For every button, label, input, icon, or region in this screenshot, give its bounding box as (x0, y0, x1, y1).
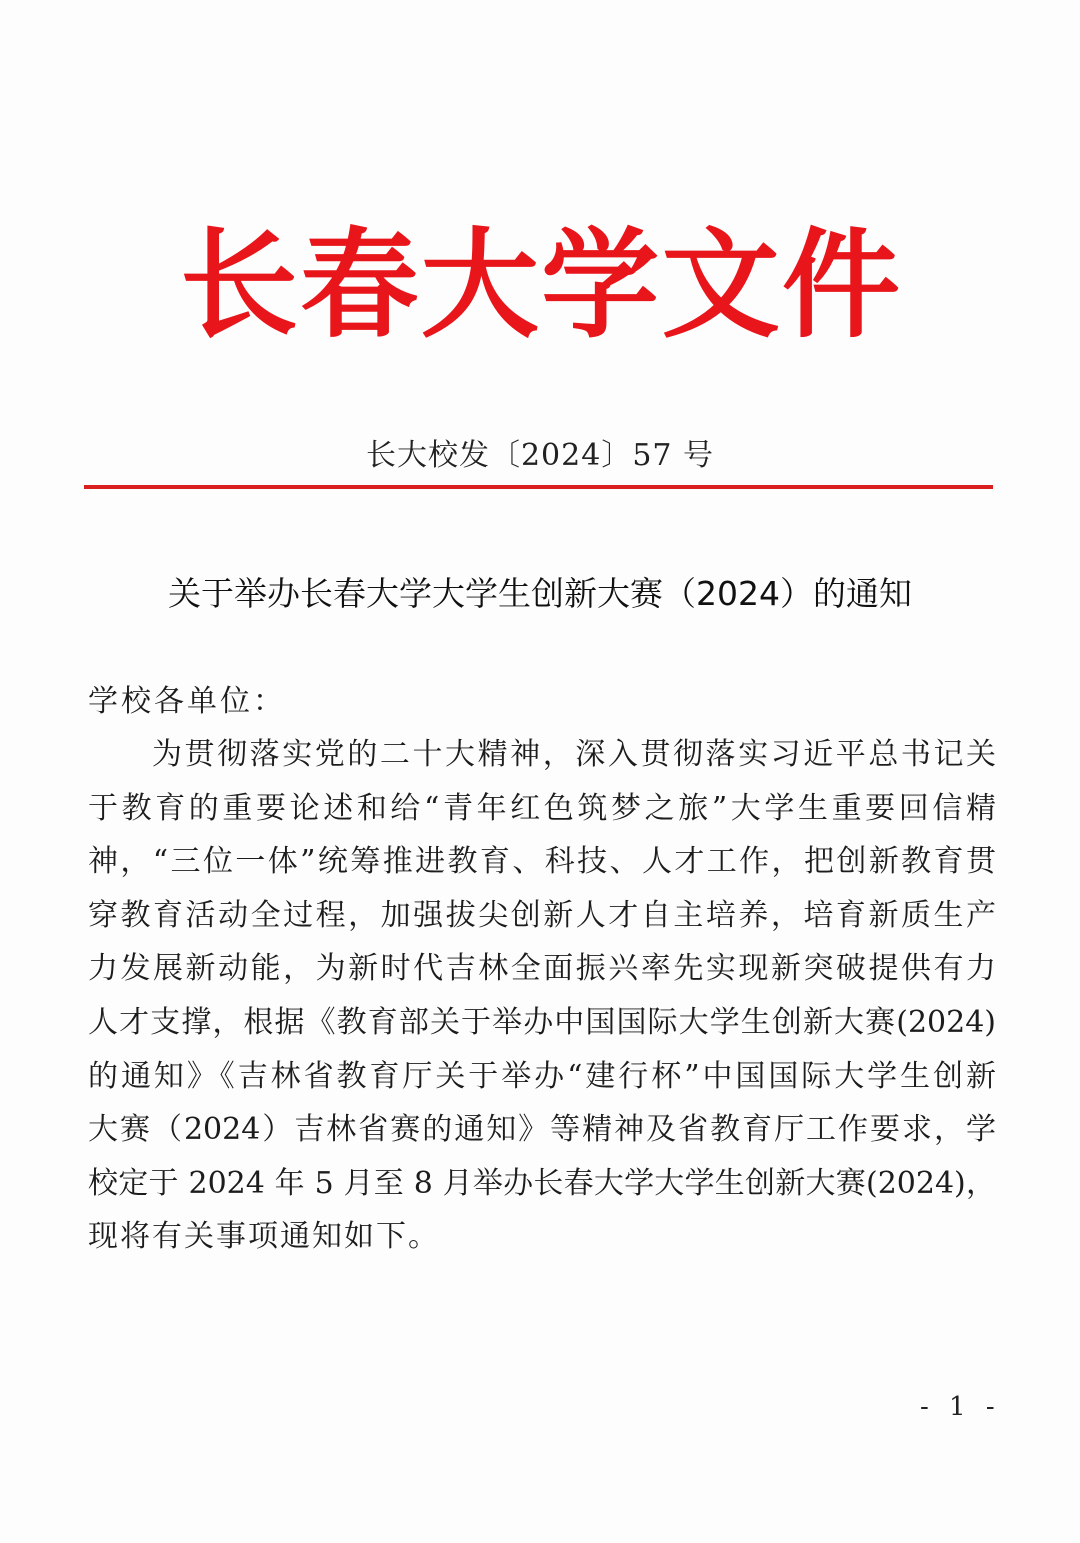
masthead-char: 春 (300, 215, 419, 354)
masthead-char: 大 (420, 215, 539, 354)
body-line: 神，“三位一体”统筹推进教育、科技、人才工作，把创新教育贯 (88, 844, 996, 880)
salutation: 学校各单位： (88, 684, 286, 719)
body-line: 力发展新动能，为新时代吉林全面振兴率先实现新突破提供有力 (88, 951, 996, 987)
body-line: 大赛（2024）吉林省赛的通知》等精神及省教育厅工作要求，学 (88, 1112, 996, 1148)
red-divider (84, 485, 993, 489)
body-line: 穿教育活动全过程，加强拔尖创新人才自主培养，培育新质生产 (88, 897, 996, 933)
body-line: 现将有关事项通知如下。 (88, 1219, 440, 1255)
body-line: 人才支撑，根据《教育部关于举办中国国际大学生创新大赛(2024) (88, 1004, 996, 1040)
body-line: 于教育的重要论述和给“青年红色筑梦之旅”大学生重要回信精 (88, 790, 996, 826)
body-line: 校定于 2024 年 5 月至 8 月举办长春大学大学生创新大赛(2024)， (88, 1165, 996, 1201)
document-title: 关于举办长春大学大学生创新大赛（2024）的通知 (168, 574, 912, 613)
body-paragraph (88, 728, 996, 1264)
document-masthead (180, 215, 900, 355)
body-line: 为贯彻落实党的二十大精神，深入贯彻落实习近平总书记关 (152, 737, 996, 772)
masthead-char: 文 (661, 215, 780, 354)
masthead-char: 件 (781, 215, 900, 354)
body-line: 的通知》《吉林省教育厅关于举办“建行杯”中国国际大学生创新 (88, 1058, 996, 1094)
masthead-char: 学 (541, 215, 660, 354)
masthead-char: 长 (180, 215, 299, 354)
page-number: - 1 - (920, 1392, 1001, 1422)
document-number: 长大校发〔2024〕57 号 (365, 438, 715, 473)
